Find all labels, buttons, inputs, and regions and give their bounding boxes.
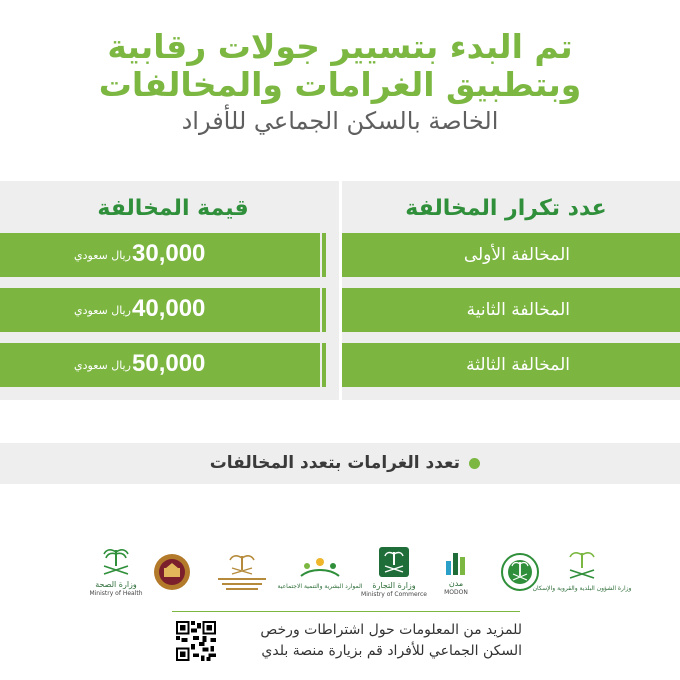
municipal-ministry-icon: [563, 550, 601, 582]
table-row: [0, 288, 320, 332]
fine-currency: ريال سعودي: [74, 359, 131, 372]
footer-line2: السكن الجماعي للأفراد قم بزيارة منصة بلدي: [261, 643, 522, 659]
table-row: [342, 288, 680, 332]
table-row: [0, 233, 320, 277]
bullet-icon: [469, 458, 480, 469]
fine-amount: 40,000: [132, 295, 206, 322]
logo-municipal-seal: [140, 540, 204, 604]
row-stub: [322, 288, 326, 332]
table-row: [342, 233, 680, 277]
footer-divider: [172, 611, 520, 612]
note-text: تعدد الغرامات بتعدد المخالفات: [209, 453, 460, 473]
violation-label: المخالفة الثالثة: [466, 355, 570, 375]
fine-currency: ريال سعودي: [74, 304, 131, 317]
logo-civil-defense: [488, 540, 552, 604]
modon-icon: [436, 547, 476, 577]
logo-municipal-ministry: وزارة الشؤون البلدية والقروية والإسكان: [550, 540, 614, 604]
page-title-line2: وبتطبيق الغرامات والمخالفات: [98, 65, 582, 104]
commerce-emblem-icon: [377, 545, 411, 579]
fine-amount: 30,000: [132, 240, 206, 267]
row-stub: [322, 343, 326, 387]
footer-text: [226, 620, 522, 662]
footer-line1: للمزيد من المعلومات حول اشتراطات ورخص: [260, 622, 522, 638]
logo-modon: مدن MODON: [424, 540, 488, 604]
fine-currency: ريال سعودي: [74, 249, 131, 262]
header-violation-value: قيمة المخالفة: [97, 196, 249, 221]
logo-palm-emblem: [210, 540, 274, 604]
page-subtitle: الخاصة بالسكن الجماعي للأفراد: [181, 107, 499, 135]
partner-logos: [0, 540, 680, 610]
violation-label: المخالفة الثانية: [466, 300, 570, 320]
fine-amount: 50,000: [132, 350, 206, 377]
logo-hr-ministry: الموارد البشرية والتنمية الاجتماعية: [288, 540, 352, 604]
violation-label: المخالفة الأولى: [463, 245, 570, 265]
table-row: [342, 343, 680, 387]
hr-star-icon: [297, 552, 343, 580]
palm-emblem-icon: [214, 552, 270, 592]
logo-ministry-of-commerce: وزارة التجارة Ministry of Commerce: [362, 540, 426, 604]
page-title-line1: تم البدء بتسيير جولات رقابية: [107, 27, 573, 66]
qr-code-icon[interactable]: [176, 621, 216, 661]
header-violation-repeat: عدد تكرار المخالفة: [405, 196, 607, 221]
municipal-seal-icon: [152, 552, 192, 592]
palm-swords-icon: [98, 546, 134, 578]
row-stub: [322, 233, 326, 277]
logo-ministry-of-health: وزارة الصحة Ministry of Health: [84, 540, 148, 604]
table-row: [0, 343, 320, 387]
